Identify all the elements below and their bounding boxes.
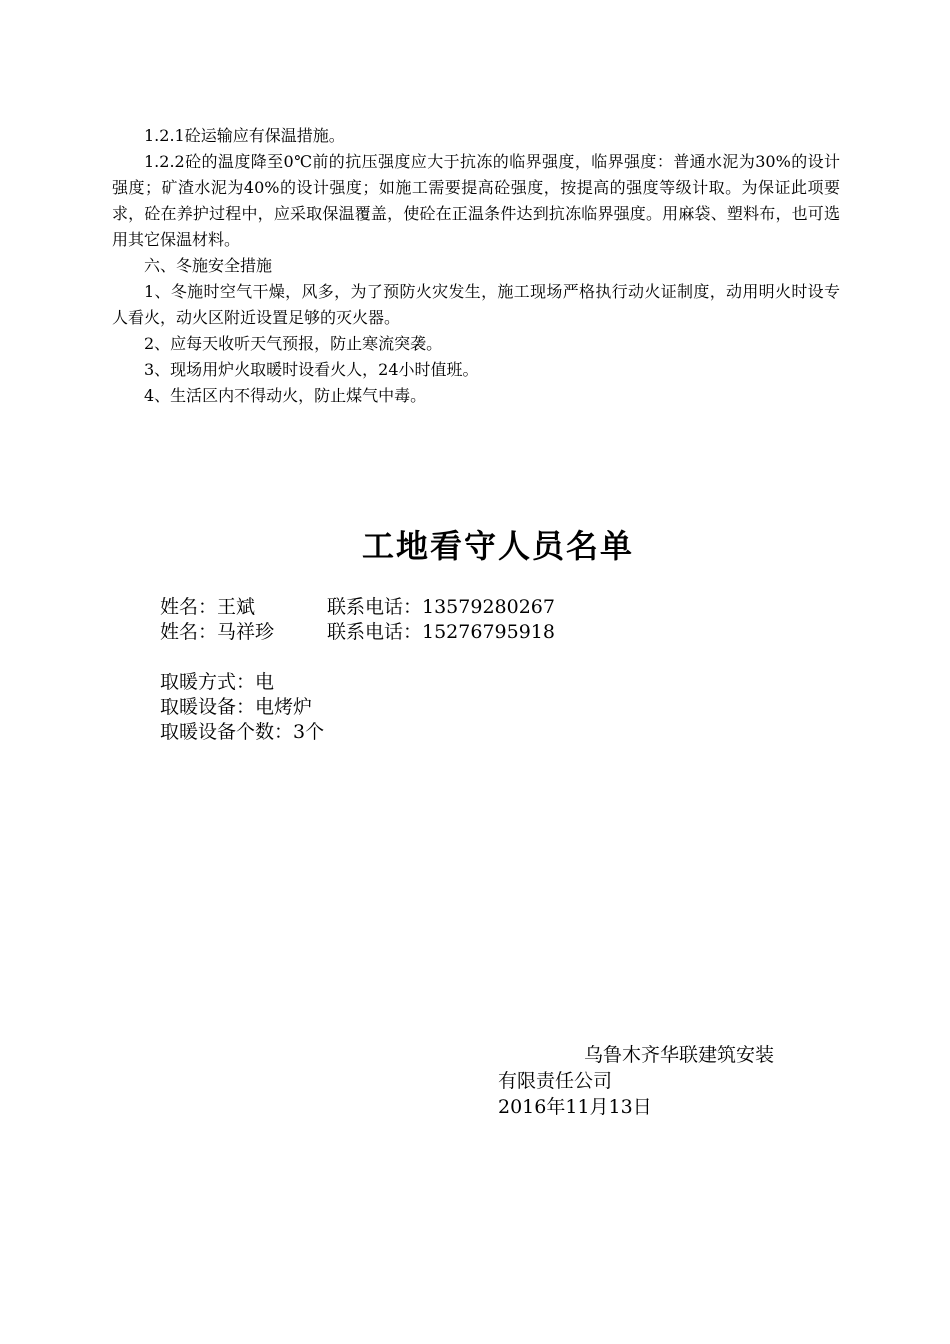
guard-phone: 联系电话：13579280267: [327, 596, 555, 618]
heating-equipment-count: 取暖设备个数：3个: [160, 721, 325, 743]
page-title: 工地看守人员名单: [361, 527, 634, 565]
winter-construction-text: [112, 123, 840, 409]
heating-info: [160, 670, 324, 745]
guard-phone: 联系电话：15276795918: [327, 621, 555, 643]
signature-date: 2016年11月13日: [498, 1096, 652, 1118]
safety-item-2: 2、应每天收听天气预报，防止寒流突袭。: [144, 334, 443, 353]
safety-item-1: 1、冬施时空气干燥，风多，为了预防火灾发生，施工现场严格执行动火证制度，动用明火时设专人看火，动火区附近设置足够的灭火器。: [112, 282, 840, 327]
section-heading-safety: 六、冬施安全措施: [144, 256, 273, 275]
guard-row: [160, 595, 555, 620]
company-name-line-1: 乌鲁木齐华联建筑安装: [584, 1044, 775, 1066]
guard-row: [160, 620, 555, 645]
guard-roster: [160, 595, 555, 645]
company-name-line-2: 有限责任公司: [498, 1070, 613, 1092]
guard-name: 姓名：马祥珍: [160, 621, 275, 643]
guard-name: 姓名：王斌: [160, 596, 256, 618]
company-signature: [498, 1042, 828, 1120]
safety-item-4: 4、生活区内不得动火，防止煤气中毒。: [144, 386, 427, 405]
heating-equipment: 取暖设备：电烤炉: [160, 696, 313, 718]
safety-item-3: 3、现场用炉火取暖时设看火人，24小时值班。: [144, 360, 479, 379]
paragraph-1-2-2: 1.2.2砼的温度降至0℃前的抗压强度应大于抗冻的临界强度，临界强度：普通水泥为30%的设计强度；矿渣水泥为40%的设计强度；如施工需要提高砼强度，按提高的强度等级计取。为保证此项要求，砼在养护过程中，应采取保温覆盖，使砼在正温条件达到抗冻临界强度。用麻袋、塑料布，也可选用其它保温材料。: [112, 152, 840, 249]
heating-method: 取暖方式：电: [160, 671, 275, 693]
paragraph-1-2-1: 1.2.1砼运输应有保温措施。: [144, 126, 345, 145]
